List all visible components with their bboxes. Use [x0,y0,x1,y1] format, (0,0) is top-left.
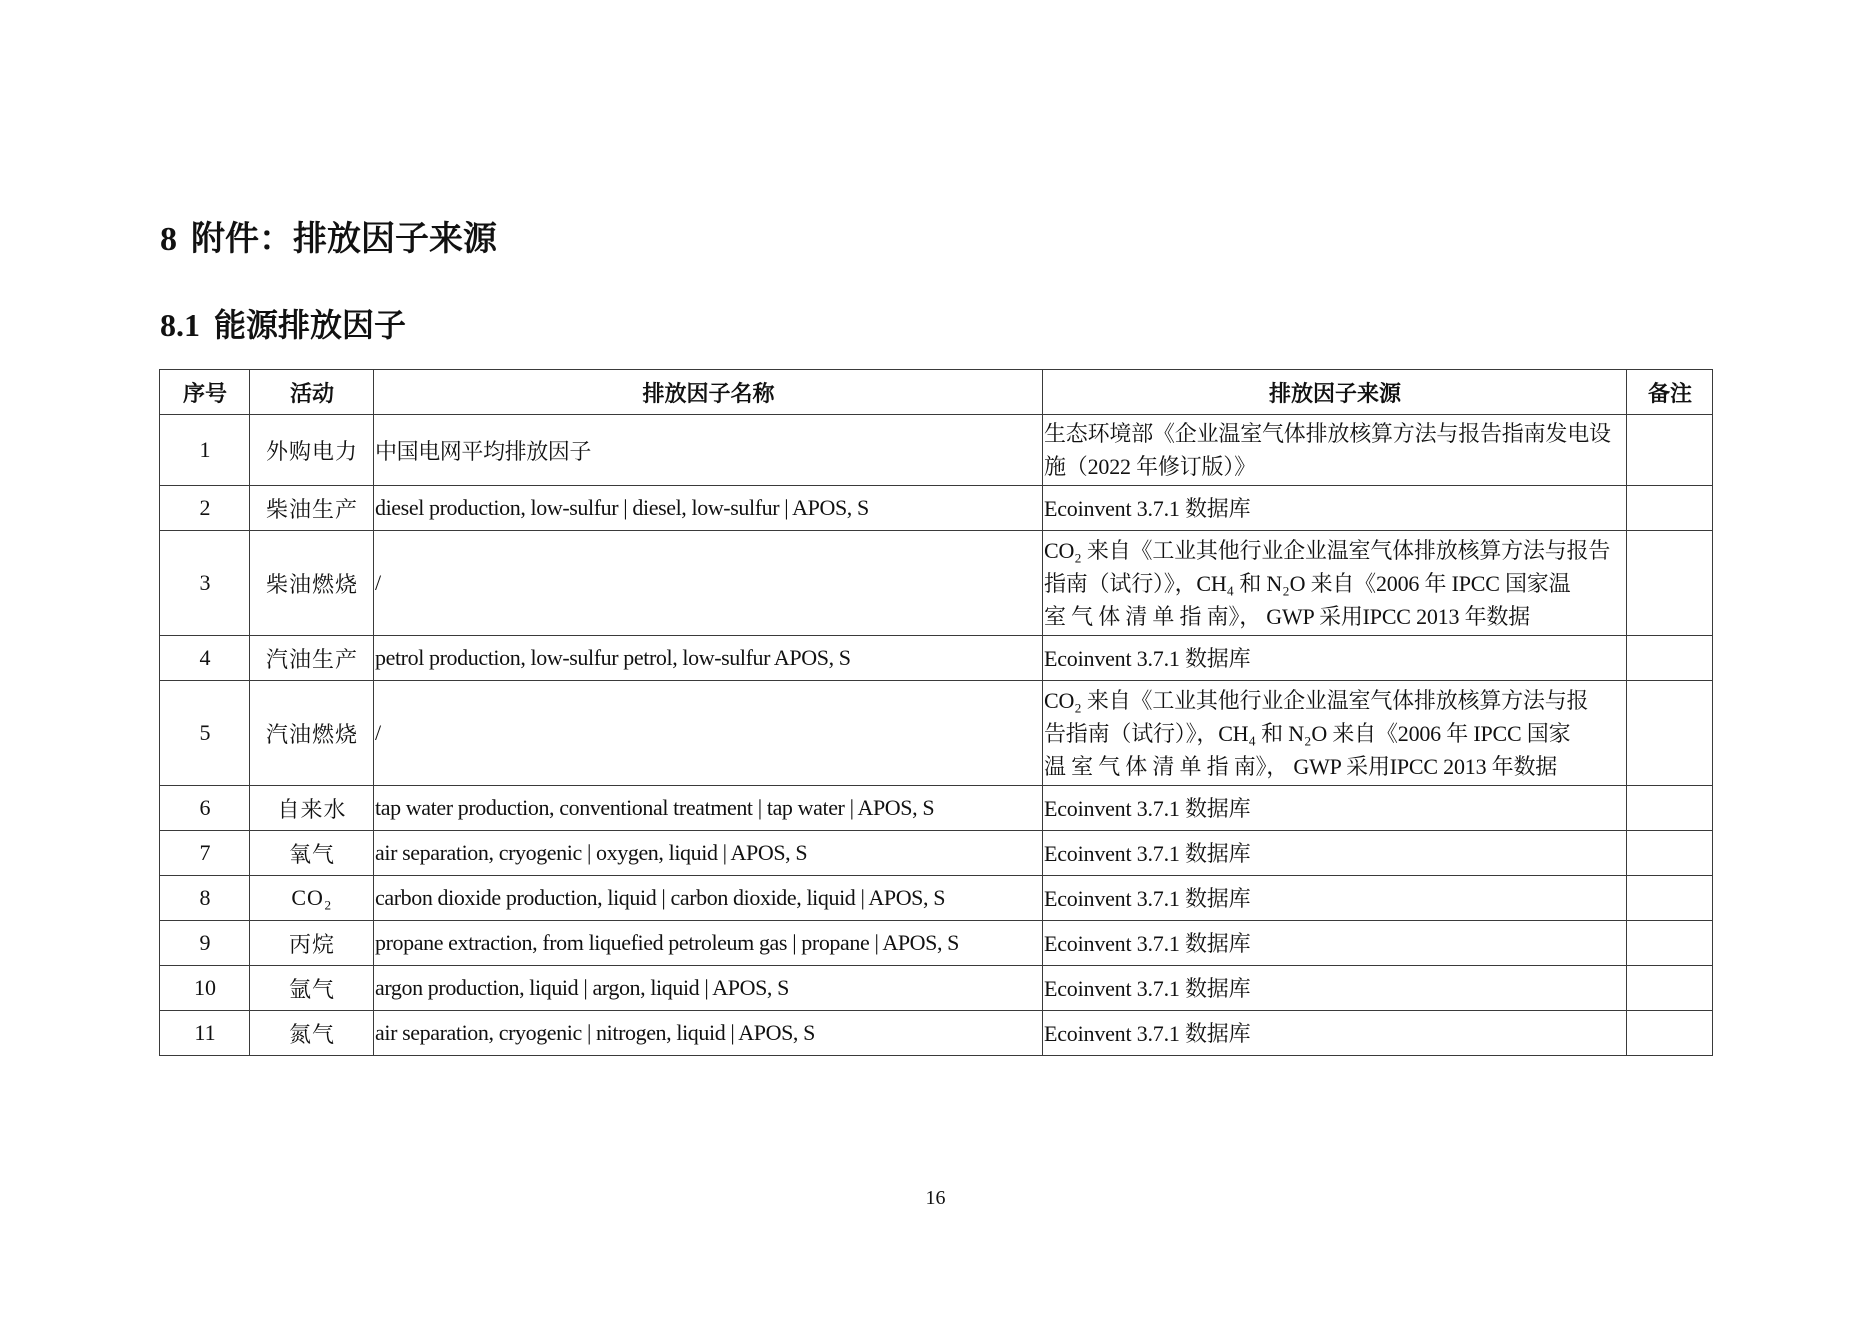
header-activity: 活动 [250,370,374,415]
cell-remarks [1627,921,1713,966]
cell-factor-source [1043,876,1627,921]
cell-activity: 氧气 [250,831,374,876]
cell-factor-source [1043,786,1627,831]
cell-factor-name: air separation, cryogenic | oxygen, liquid | APOS, S [374,831,1043,876]
table-row [160,636,1713,681]
table-row [160,831,1713,876]
cell-remarks [1627,876,1713,921]
cell-factor-source [1043,966,1627,1011]
subsection-title: 能源排放因子 [214,307,407,343]
subsection-heading [160,304,406,346]
cell-no: 8 [160,876,250,921]
table-row [160,415,1713,486]
section-title: 附件：排放因子来源 [191,221,497,258]
cell-no: 11 [160,1011,250,1056]
cell-factor-name: petrol production, low-sulfur petrol, low-sulfur APOS, S [374,636,1043,681]
cell-factor-name: air separation, cryogenic | nitrogen, liquid | APOS, S [374,1011,1043,1056]
cell-no: 1 [160,415,250,486]
cell-factor-source [1043,531,1627,636]
factor-source-line: 生态环境部《企业温室气体排放核算方法与报告指南发电设 [1044,421,1611,446]
table-row [160,966,1713,1011]
table-row [160,681,1713,786]
cell-activity: 氩气 [250,966,374,1011]
cell-remarks [1627,786,1713,831]
table-header-row [160,370,1713,415]
cell-activity: 丙烷 [250,921,374,966]
cell-activity: 自来水 [250,786,374,831]
table-row [160,786,1713,831]
cell-activity: 柴油燃烧 [250,531,374,636]
cell-activity: 外购电力 [250,415,374,486]
cell-factor-name: tap water production, conventional treatment | tap water | APOS, S [374,786,1043,831]
factor-source-line: Ecoinvent 3.7.1 数据库 [1044,495,1251,521]
cell-no: 9 [160,921,250,966]
table-row [160,876,1713,921]
cell-no: 6 [160,786,250,831]
cell-remarks [1627,831,1713,876]
factor-source-line: CO₂ 来自《工业其他行业企业温室气体排放核算方法与报 [1044,687,1589,713]
factor-source-line: Ecoinvent 3.7.1 数据库 [1044,645,1251,671]
cell-factor-source [1043,921,1627,966]
cell-factor-source [1043,831,1627,876]
cell-no: 5 [160,681,250,786]
cell-factor-name: carbon dioxide production, liquid | carbon dioxide, liquid | APOS, S [374,876,1043,921]
factor-source-line: 温 室 气 体 清 单 指 南》， GWP 采用IPCC 2013 年数据 [1044,753,1558,779]
table-row [160,486,1713,531]
cell-factor-source [1043,636,1627,681]
factor-source-line: Ecoinvent 3.7.1 数据库 [1044,1020,1251,1046]
cell-activity: 汽油生产 [250,636,374,681]
factor-source-line: Ecoinvent 3.7.1 数据库 [1044,930,1251,956]
cell-remarks [1627,486,1713,531]
factor-source-line: 指南（试行）》，CH₄ 和 N₂O 来自《2006 年 IPCC 国家温 [1044,570,1571,596]
cell-remarks [1627,681,1713,786]
factor-source-line: 施（2022 年修订版）》 [1044,454,1256,479]
table-body [160,415,1713,1056]
table-row [160,1011,1713,1056]
cell-no: 3 [160,531,250,636]
cell-activity: 汽油燃烧 [250,681,374,786]
cell-no: 4 [160,636,250,681]
factor-source-line: Ecoinvent 3.7.1 数据库 [1044,795,1251,821]
cell-factor-source [1043,1011,1627,1056]
factor-source-line: Ecoinvent 3.7.1 数据库 [1044,885,1251,911]
factor-source-line: 告指南（试行）》，CH₄ 和 N₂O 来自《2006 年 IPCC 国家 [1044,720,1571,746]
table-row [160,531,1713,636]
cell-factor-source [1043,415,1627,486]
cell-no: 7 [160,831,250,876]
cell-factor-name: / [374,531,1043,636]
cell-remarks [1627,636,1713,681]
factor-source-line: Ecoinvent 3.7.1 数据库 [1044,840,1251,866]
cell-factor-source [1043,681,1627,786]
cell-factor-name: 中国电网平均排放因子 [374,415,1043,486]
table-row [160,921,1713,966]
cell-factor-name: propane extraction, from liquefied petroleum gas | propane | APOS, S [374,921,1043,966]
cell-no: 10 [160,966,250,1011]
cell-no: 2 [160,486,250,531]
header-remarks: 备注 [1627,370,1713,415]
cell-factor-name: / [374,681,1043,786]
cell-remarks [1627,415,1713,486]
cell-activity: CO₂ [250,876,374,921]
factor-source-line: 室 气 体 清 单 指 南》， GWP 采用IPCC 2013 年数据 [1044,603,1530,629]
section-number: 8 [160,221,177,258]
cell-factor-name: argon production, liquid | argon, liquid | APOS, S [374,966,1043,1011]
page-number: 16 [925,1187,946,1209]
cell-activity: 氮气 [250,1011,374,1056]
header-factor-name: 排放因子名称 [374,370,1043,415]
cell-remarks [1627,531,1713,636]
header-factor-source: 排放因子来源 [1043,370,1627,415]
factor-source-line: Ecoinvent 3.7.1 数据库 [1044,975,1251,1001]
emission-factor-table [159,369,1713,1056]
cell-activity: 柴油生产 [250,486,374,531]
cell-factor-name: diesel production, low-sulfur | diesel, low-sulfur | APOS, S [374,486,1043,531]
subsection-number: 8.1 [160,307,200,343]
section-heading [160,218,497,262]
factor-source-line: CO₂ 来自《工业其他行业企业温室气体排放核算方法与报告 [1044,537,1611,563]
cell-factor-source [1043,486,1627,531]
cell-remarks [1627,966,1713,1011]
header-no: 序号 [160,370,250,415]
cell-remarks [1627,1011,1713,1056]
